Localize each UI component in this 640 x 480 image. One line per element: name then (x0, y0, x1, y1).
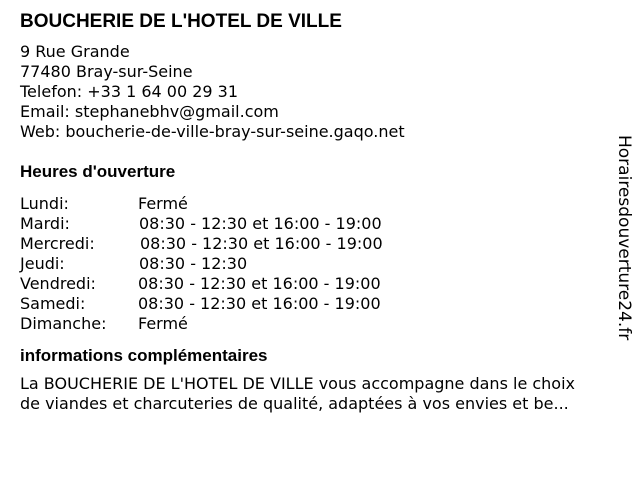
opening-hours-table (20, 194, 610, 334)
description-line-2: de viandes et charcuteries de qualité, adaptées à vos envies et be... (20, 394, 569, 413)
email-line: Email: stephanebhv@gmail.com (20, 102, 279, 121)
hours-row-friday (20, 274, 610, 294)
day-label: Dimanche: (20, 314, 107, 333)
phone-line: Telefon: +33 1 64 00 29 31 (20, 82, 239, 101)
day-label: Vendredi: (20, 274, 96, 293)
description-line-1: La BOUCHERIE DE L'HOTEL DE VILLE vous accompagne dans le choix (20, 374, 576, 393)
day-label: Lundi: (20, 194, 69, 213)
hours-row-tuesday (20, 214, 610, 234)
hours-row-wednesday (20, 234, 610, 254)
time-value: Fermé (138, 314, 188, 333)
day-label: Samedi: (20, 294, 86, 313)
hours-row-saturday (20, 294, 610, 314)
day-label: Mardi: (20, 214, 70, 233)
day-label: Jeudi: (20, 254, 65, 273)
city-postcode: 77480 Bray-sur-Seine (20, 62, 193, 81)
time-value: 08:30 - 12:30 et 16:00 - 19:00 (139, 214, 382, 233)
business-card (20, 10, 610, 414)
time-value: 08:30 - 12:30 (139, 254, 248, 273)
site-watermark (610, 135, 640, 345)
opening-hours-heading: Heures d'ouverture (20, 162, 176, 181)
business-name: BOUCHERIE DE L'HOTEL DE VILLE (20, 11, 342, 32)
additional-info-heading: informations complémentaires (20, 346, 268, 365)
contact-block (20, 42, 610, 142)
business-description (20, 374, 610, 414)
time-value: 08:30 - 12:30 et 16:00 - 19:00 (140, 234, 383, 253)
watermark-text: Horairesdouverture24.fr (614, 135, 634, 341)
hours-row-sunday (20, 314, 610, 334)
web-line: Web: boucherie-de-ville-bray-sur-seine.gaqo.net (20, 122, 405, 141)
time-value: Fermé (138, 194, 188, 213)
day-label: Mercredi: (20, 234, 95, 253)
time-value: 08:30 - 12:30 et 16:00 - 19:00 (138, 274, 381, 293)
hours-row-monday (20, 194, 610, 214)
street-address: 9 Rue Grande (20, 42, 130, 61)
time-value: 08:30 - 12:30 et 16:00 - 19:00 (138, 294, 381, 313)
hours-row-thursday (20, 254, 610, 274)
